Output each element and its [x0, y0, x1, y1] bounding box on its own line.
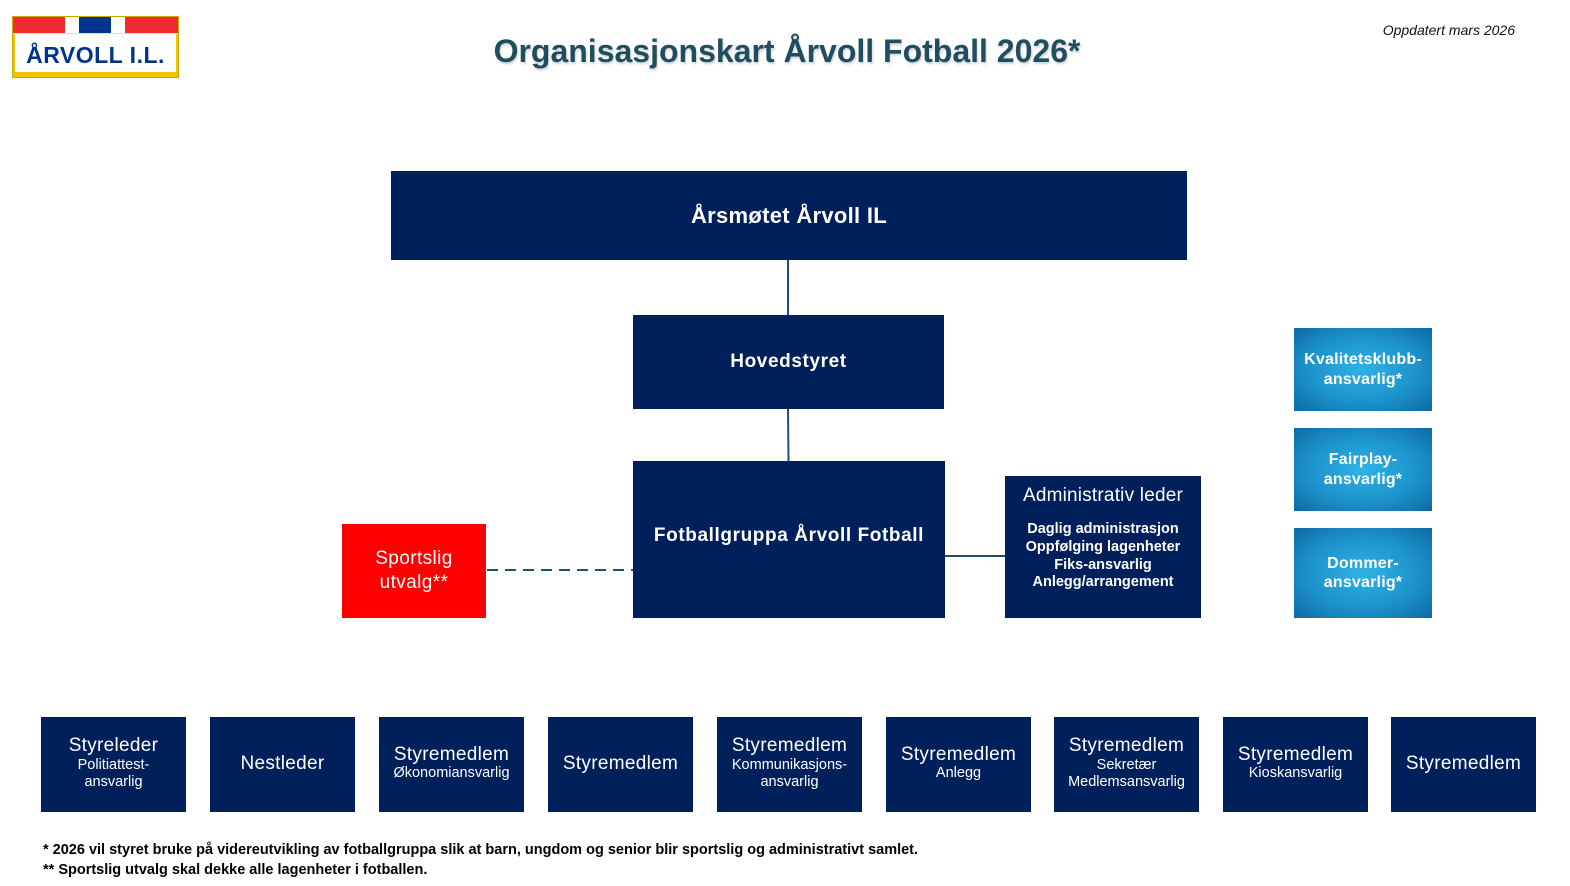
board-tile-nestleder — [210, 717, 355, 812]
board-tile-title: Styremedlem — [1405, 752, 1522, 774]
box-kvalitetsklubb-ansvarlig — [1294, 328, 1432, 411]
board-tile-sub: Økonomiansvarlig — [393, 765, 510, 782]
board-tile-kommunikasjon — [717, 717, 862, 812]
box-sportslig-line2: utvalg** — [379, 572, 449, 593]
admin-detail: Daglig administrasjon — [1027, 520, 1179, 537]
board-tile-title: Nestleder — [240, 752, 325, 774]
fair-line1: Fairplay- — [1328, 451, 1398, 469]
board-tile-styreleder — [41, 717, 186, 812]
board-tile-title: Styremedlem — [393, 744, 510, 766]
admin-detail: Fiks-ansvarlig — [1054, 556, 1152, 573]
kval-line1: Kvalitetsklubb- — [1304, 351, 1422, 369]
board-tile-sub: Kioskansvarlig — [1248, 765, 1343, 782]
box-administrativ-leder — [1005, 476, 1201, 618]
board-tile-kiosk — [1223, 717, 1368, 812]
footnote-1: * 2026 vil styret bruke på videreutvikling av fotballgruppa slik at barn, ungdom og senior blir sportslig og administrativt samlet. — [43, 842, 919, 858]
board-tile-title: Styreleder — [68, 735, 159, 757]
board-tile-styremedlem — [548, 717, 693, 812]
board-tile-sub: ansvarlig — [760, 774, 819, 791]
footnote-2: ** Sportslig utvalg skal dekke alle lagenheter i fotballen. — [43, 862, 428, 878]
board-tile-styremedlem-last — [1391, 717, 1536, 812]
domm-line2: ansvarlig* — [1323, 574, 1403, 591]
board-tile-title: Styremedlem — [562, 752, 679, 774]
board-tile-sub: Medlemsansvarlig — [1068, 774, 1185, 791]
board-tile-okonomi — [379, 717, 524, 812]
board-tile-sekretaer — [1054, 717, 1199, 812]
admin-heading: Administrativ leder — [1022, 485, 1184, 506]
box-dommer-ansvarlig — [1294, 528, 1432, 618]
box-hovedstyret-label: Hovedstyret — [730, 351, 847, 373]
box-fotballgruppa-label: Fotballgruppa Årvoll Fotball — [653, 524, 925, 546]
board-tile-sub: ansvarlig — [84, 774, 143, 791]
connector-hovedstyret-fotballgruppa — [788, 409, 789, 461]
board-tile-title: Styremedlem — [900, 744, 1017, 766]
board-tile-anlegg — [886, 717, 1031, 812]
board-tile-title: Styremedlem — [1068, 735, 1185, 757]
box-fairplay-ansvarlig — [1294, 428, 1432, 511]
domm-line1: Dommer- — [1327, 554, 1399, 572]
admin-detail: Oppfølging lagenheter — [1025, 538, 1181, 555]
board-tile-title: Styremedlem — [731, 735, 848, 757]
box-sportslig-line1: Sportslig — [375, 547, 453, 569]
box-aarsmotet — [391, 171, 1187, 260]
fair-line2: ansvarlig* — [1323, 470, 1403, 488]
box-fotballgruppa — [633, 461, 945, 618]
board-tile-title: Styremedlem — [1237, 744, 1354, 766]
board-tile-sub: Sekretær — [1096, 756, 1157, 773]
board-tile-sub: Anlegg — [935, 765, 982, 782]
page-title: Organisasjonskart Årvoll Fotball 2026* — [493, 33, 1081, 69]
box-aarsmotet-label: Årsmøtet Årvoll IL — [690, 202, 888, 228]
updated-note: Oppdatert mars 2026 — [1382, 22, 1515, 38]
admin-detail: Anlegg/arrangement — [1032, 574, 1174, 591]
logo-text: ÅRVOLL I.L. — [26, 42, 165, 68]
kval-line2: ansvarlig* — [1323, 370, 1403, 388]
board-tile-sub: Politiattest- — [77, 756, 150, 773]
box-sportslig-utvalg — [342, 524, 486, 618]
box-hovedstyret — [633, 315, 944, 409]
board-tile-sub: Kommunikasjons- — [731, 756, 848, 773]
